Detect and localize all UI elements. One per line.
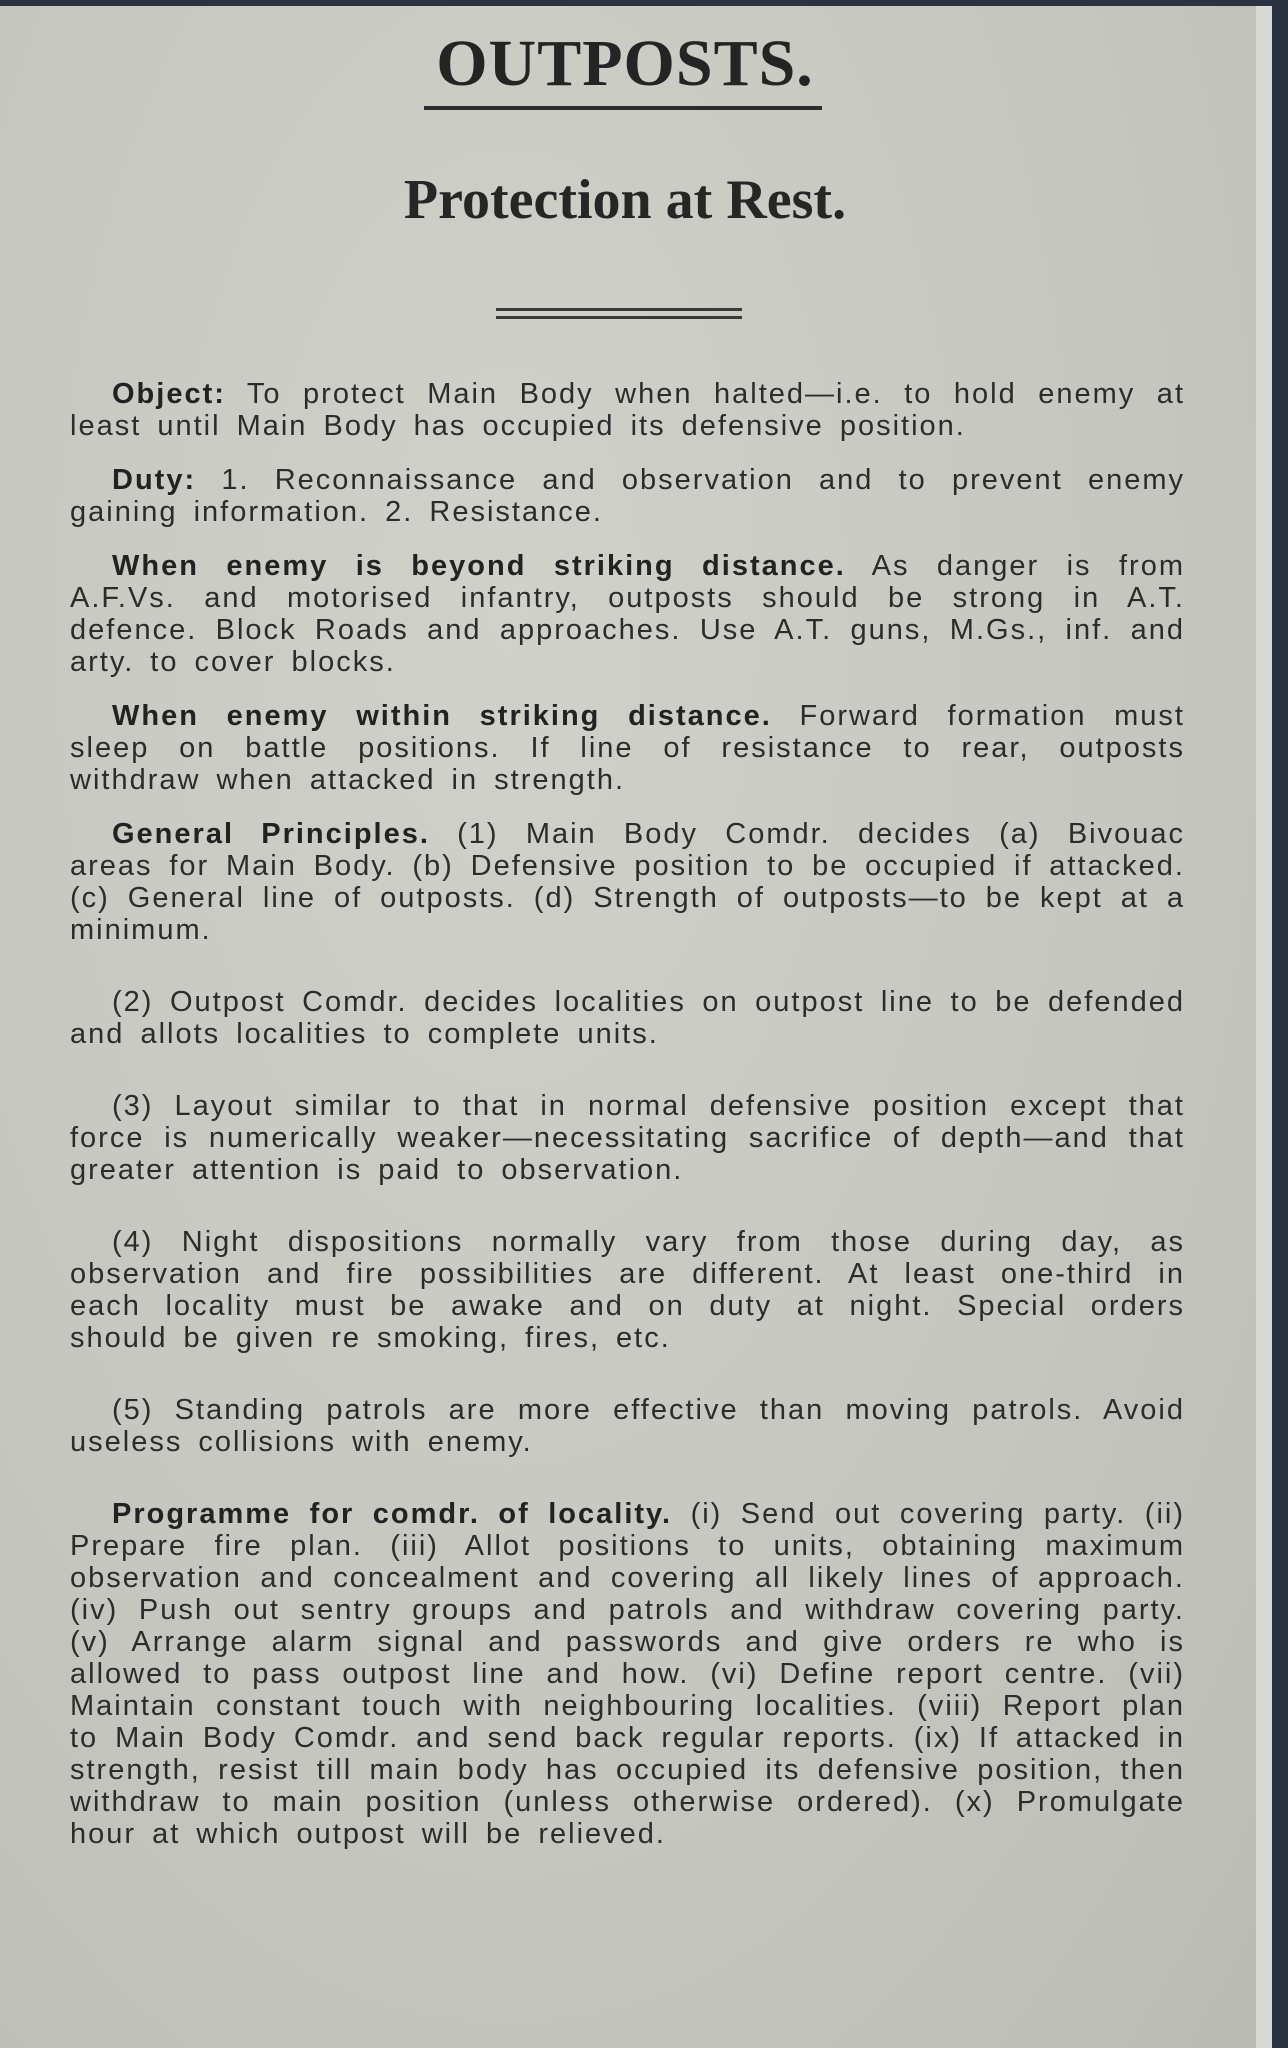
paragraph-within-striking-distance — [70, 700, 1185, 796]
paragraph-heading: When enemy is beyond striking distance. — [112, 550, 846, 582]
paragraph-text: (2) Outpost Comdr. decides localities on outpost line to be defended and allots localities to complete units. — [70, 986, 1185, 1050]
paragraph-duty — [70, 464, 1185, 528]
paragraph-general-principles — [70, 818, 1185, 946]
paragraph-text: As danger is from A.F.Vs. and motorised infantry, outposts should be strong in A.T. defence. Block Roads and approaches. Use A.T. guns, M.Gs., inf. and arty. to cover blocks. — [70, 550, 1185, 678]
paragraph-principle-4 — [70, 1226, 1185, 1354]
paragraph-object — [70, 378, 1185, 442]
paragraph-text: 1. Reconnaissance and observation and to prevent enemy gaining information. 2. Resistance. — [70, 464, 1185, 528]
page-edge — [1256, 6, 1272, 2048]
paragraph-heading: Programme for comdr. of locality. — [112, 1498, 673, 1530]
paragraph-principle-5 — [70, 1394, 1185, 1458]
paragraph-heading: Object: — [112, 378, 226, 410]
title-underline — [424, 106, 822, 110]
paragraph-heading: Duty: — [112, 464, 197, 496]
paragraph-text: (1) Main Body Comdr. decides (a) Bivouac areas for Main Body. (b) Defensive position to be occupied if attacked. (c) General line of outposts. (d) Strength of outposts—to be kept at a minimum. — [70, 818, 1185, 946]
paragraph-text: (4) Night dispositions normally vary from those during day, as observation and fire possibilities are different. At least one-third in each locality must be awake and on duty at night. Special orders should be given re smoking, fires, etc. — [70, 1226, 1185, 1354]
paragraph-text: To protect Main Body when halted—i.e. to hold enemy at least until Main Body has occupied its defensive position. — [70, 378, 1185, 442]
paragraph-programme — [70, 1498, 1185, 1850]
paragraph-heading: General Principles. — [112, 818, 430, 850]
paragraph-text: (3) Layout similar to that in normal defensive position except that force is numerically weaker—necessitating sacrifice of depth—and that greater attention is paid to observation. — [70, 1090, 1185, 1186]
paragraph-beyond-striking-distance — [70, 550, 1185, 678]
paragraph-principle-2 — [70, 986, 1185, 1050]
paragraph-heading: When enemy within striking distance. — [112, 700, 772, 732]
paragraph-text: (i) Send out covering party. (ii) Prepare fire plan. (iii) Allot positions to units, obtaining maximum observation and concealment and covering all likely lines of approach. (iv) Push out sentry groups and patrols and withdraw covering party. (v) Arrange alarm signal and passwords and give orders re who is allowed to pass outpost line and how. (vi) Define report centre. (vii) Maintain constant touch with neighbouring localities. (viii) Report plan to Main Body Comdr. and send back regular reports. (ix) If attacked in strength, resist till main body has occupied its defensive position, then withdraw to main position (unless otherwise ordered). (x) Promulgate hour at which outpost will be relieved. — [70, 1498, 1185, 1850]
document-page — [0, 6, 1272, 2048]
section-divider — [496, 308, 742, 319]
document-body — [70, 378, 1185, 1872]
page-title: OUTPOSTS. — [436, 27, 814, 100]
paragraph-text: Forward formation must sleep on battle positions. If line of resistance to rear, outposts withdraw when attacked in strength. — [70, 700, 1185, 796]
page-subtitle: Protection at Rest. — [403, 169, 847, 231]
paragraph-principle-3 — [70, 1090, 1185, 1186]
paragraph-text: (5) Standing patrols are more effective than moving patrols. Avoid useless collisions with enemy. — [70, 1394, 1185, 1458]
